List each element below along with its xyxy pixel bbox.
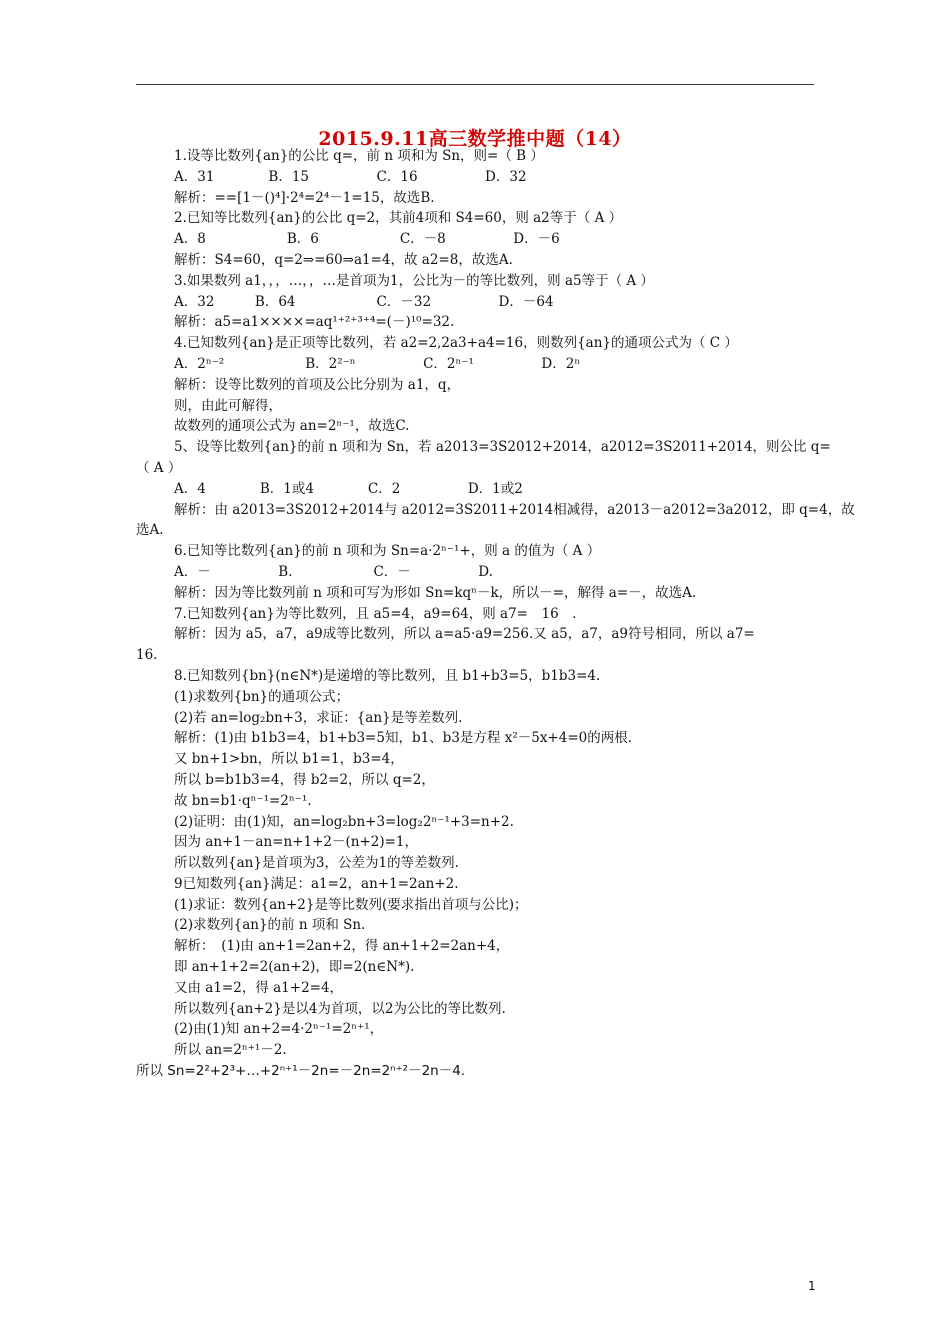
text-line: 所以数列{an}是首项为3，公差为1的等差数列. [174, 855, 459, 872]
text-line: 16. [136, 647, 158, 664]
text-line: 所以数列{an+2}是以4为首项，以2为公比的等比数列. [174, 1000, 506, 1017]
text-line: 故 bn=b1·qⁿ⁻¹=2ⁿ⁻¹. [174, 792, 312, 809]
text-line: 则，由此可解得， [174, 397, 282, 414]
text-line: 1.设等比数列{an}的公比 q=，前 n 项和为 Sn，则=（ B ） [174, 148, 544, 164]
text-line: (2)证明：由(1)知，an=log₂bn+3=log₂2ⁿ⁻¹+3=n+2. [174, 813, 514, 830]
text-line: 故数列的通项公式为 an=2ⁿ⁻¹，故选C. [174, 418, 410, 435]
text-line: 解析：(1)由 b1b3=4，b1+b3=5知，b1、b3是方程 x²－5x+4=0的两根. [174, 730, 633, 747]
text-line: 3.如果数列 a1，，，…，，…是首项为1，公比为－的等比数列，则 a5等于（ A ） [174, 272, 654, 289]
text-line: (2)若 an=log₂bn+3，求证：{an}是等差数列. [174, 709, 463, 726]
text-line: 又由 a1=2，得 a1+2=4， [174, 979, 344, 996]
text-line: A．31 B．15 C．16 D．32 [174, 168, 527, 185]
text-line: 所以 an=2ⁿ⁺¹－2. [174, 1042, 287, 1059]
text-line: 解析：a5=a1××××=aq¹⁺²⁺³⁺⁴=(－)¹⁰=32. [174, 314, 455, 331]
text-line: 5、设等比数列{an}的前 n 项和为 Sn，若 a2013=3S2012+2014，a2012=3S2011+2014，则公比 q= [174, 439, 831, 456]
text-line: 选A. [136, 522, 164, 539]
text-line: (2)求数列{an}的前 n 项和 Sn. [174, 917, 366, 934]
text-line: 即 an+1+2=2(an+2)，即=2(n∈N*). [174, 959, 415, 976]
text-line: 所以 Sn=2²+2³+…+2ⁿ⁺¹－2n=－2n=2ⁿ⁺²－2n－4. [136, 1063, 466, 1080]
text-line: (1)求证：数列{an+2}是等比数列(要求指出首项与公比)； [174, 896, 528, 913]
text-line: （ A ） [136, 459, 182, 476]
text-line: 解析：因为等比数列前 n 项和可写为形如 Sn=kqⁿ－k，所以－=，解得 a=－，故选A. [174, 584, 697, 601]
text-line: 2.已知等比数列{an}的公比 q=2，其前4项和 S4=60，则 a2等于（ A ） [174, 210, 623, 227]
text-line: 7.已知数列{an}为等比数列，且 a5=4，a9=64，则 a7= 16 . [174, 605, 577, 622]
text-line: A．－ B. C．－ D. [174, 563, 493, 580]
text-line: A．4 B．1或4 C．2 D．1或2 [174, 480, 523, 497]
text-line: 解析： (1)由 an+1=2an+2，得 an+1+2=2an+4， [174, 938, 510, 955]
text-line: (1)求数列{bn}的通项公式； [174, 688, 350, 705]
text-line: 6.已知等比数列{an}的前 n 项和为 Sn=a·2ⁿ⁻¹+，则 a 的值为（ A ） [174, 543, 601, 560]
text-line: 又 bn+1>bn，所以 b1=1，b3=4， [174, 751, 404, 768]
document-body [136, 146, 855, 1082]
text-line: 解析：S4=60，q=2⇒=60⇒a1=4，故 a2=8，故选A. [174, 251, 513, 268]
text-line: 8.已知数列{bn}(n∈N*)是递增的等比数列，且 b1+b3=5，b1b3=4. [174, 667, 601, 684]
text-line: 4.已知数列{an}是正项等比数列，若 a2=2,2a3+a4=16，则数列{an}的通项公式为（ C ） [174, 335, 738, 352]
text-line: 9已知数列{an}满足：a1=2，an+1=2an+2. [174, 875, 459, 892]
text-line: A．8 B．6 C．－8 D．－6 [174, 231, 560, 248]
text-line: 所以 b=b1b3=4，得 b2=2，所以 q=2， [174, 771, 435, 788]
page-title: 2015.9.11高三数学推中题（14） [318, 128, 632, 150]
text-line: A．2ⁿ⁻² B．2²⁻ⁿ C．2ⁿ⁻¹ D．2ⁿ [174, 355, 581, 372]
text-line: 解析：因为 a5，a7，a9成等比数列，所以 a=a5·a9=256.又 a5，a7，a9符号相同，所以 a7= [174, 626, 755, 643]
text-line: 解析：设等比数列的首项及公比分别为 a1，q， [174, 376, 461, 393]
text-line: A．32 B．64 C．－32 D．－64 [174, 293, 554, 310]
text-line: 因为 an+1－an=n+1+2－(n+2)=1， [174, 834, 419, 851]
text-line: 解析：==[1－()⁴]·2⁴=2⁴－1=15，故选B. [174, 189, 435, 206]
page-number: 1 [808, 1279, 816, 1293]
text-line: (2)由(1)知 an+2=4·2ⁿ⁻¹=2ⁿ⁺¹， [174, 1021, 384, 1038]
header-rule [136, 84, 814, 85]
text-line: 解析：由 a2013=3S2012+2014与 a2012=3S2011+2014相减得，a2013－a2012=3a2012，即 q=4，故 [174, 501, 855, 518]
